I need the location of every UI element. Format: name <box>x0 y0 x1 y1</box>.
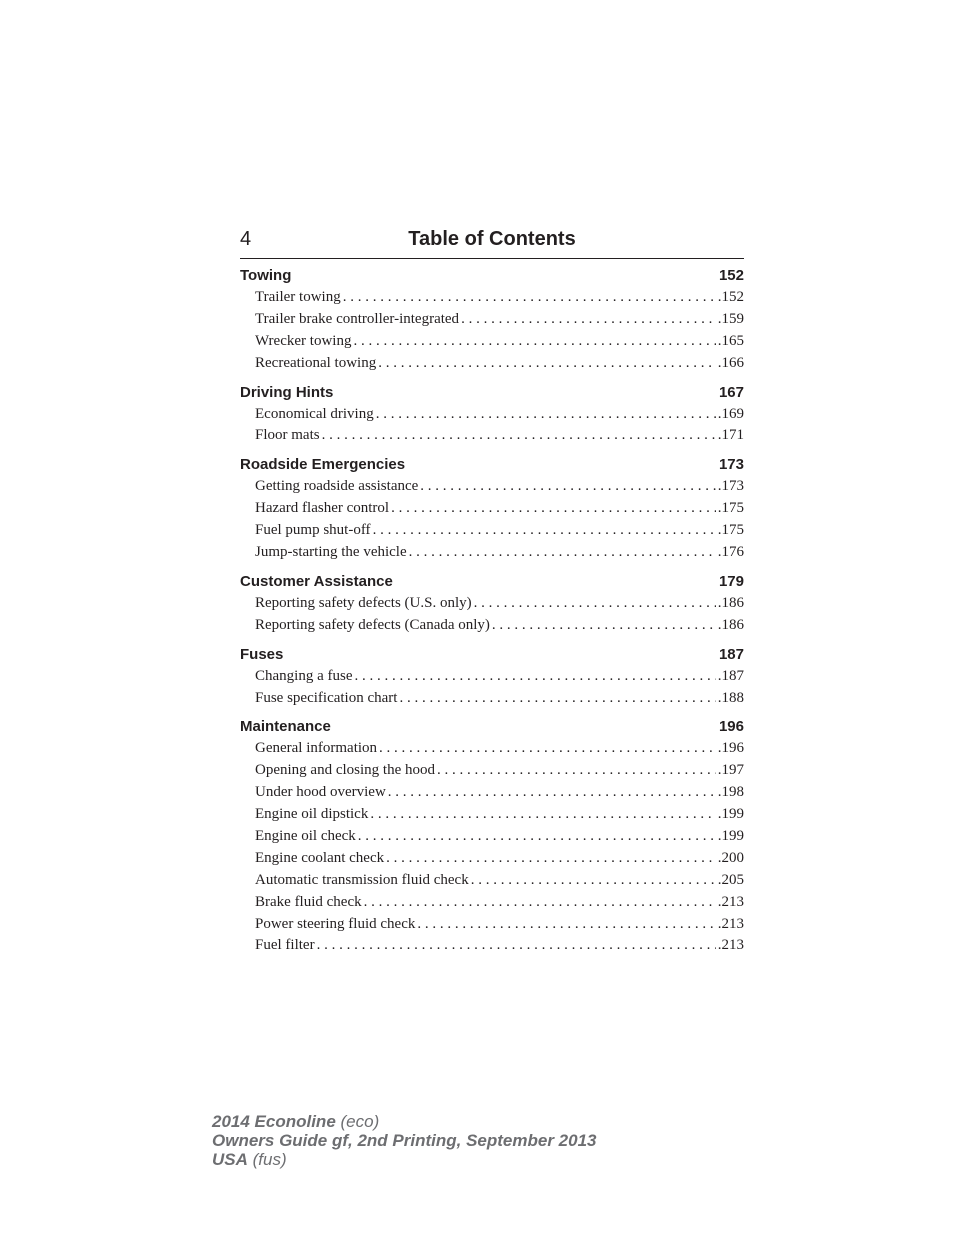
footer-line-guide <box>212 1131 596 1150</box>
entry-label: Opening and closing the hood <box>255 762 435 779</box>
toc-entry[interactable] <box>240 425 744 447</box>
footer-line-market <box>212 1150 596 1169</box>
toc-section <box>240 454 744 564</box>
dot-leader <box>378 353 716 375</box>
section-heading[interactable] <box>240 265 744 287</box>
entry-label: Trailer towing <box>255 289 341 305</box>
entry-label: Fuel pump shut-off <box>255 522 371 539</box>
toc-entry[interactable] <box>240 688 744 710</box>
entry-label: Jump-starting the vehicle <box>255 544 407 561</box>
entry-label: Wrecker towing <box>255 332 352 349</box>
entry-label: Trailer brake controller-integrated <box>255 310 460 327</box>
entry-page: .197 <box>717 762 744 779</box>
entry-page: .213 <box>717 915 744 932</box>
toc-entry[interactable] <box>240 826 744 848</box>
section-page: 187 <box>718 645 744 663</box>
section-heading[interactable] <box>240 571 744 593</box>
entry-label: Power steering fluid check <box>255 915 416 932</box>
dot-leader <box>420 476 715 498</box>
toc-section <box>240 644 744 710</box>
footer <box>212 1112 596 1169</box>
footer-line-model <box>212 1112 596 1131</box>
section-title: Fuses <box>240 645 284 663</box>
dot-leader <box>343 287 716 309</box>
dot-leader <box>322 425 716 447</box>
entry-label: Reporting safety defects (U.S. only) <box>255 594 472 611</box>
table-of-contents <box>240 265 744 964</box>
dot-leader <box>379 738 716 760</box>
entry-label: Brake fluid check <box>255 893 362 910</box>
toc-entry[interactable] <box>240 914 744 936</box>
entry-page: .199 <box>717 828 744 845</box>
toc-entry[interactable] <box>240 404 744 426</box>
dot-leader <box>358 826 716 848</box>
dot-leader <box>492 615 716 637</box>
toc-entry[interactable] <box>240 520 744 542</box>
dot-leader <box>437 760 716 782</box>
entry-label: Getting roadside assistance <box>255 478 419 495</box>
page-title: Table of Contents <box>408 228 576 250</box>
section-title: Driving Hints <box>240 383 334 401</box>
dot-leader <box>354 666 715 688</box>
entry-label: Changing a fuse <box>255 667 353 684</box>
page-number: 4 <box>240 228 252 250</box>
entry-page: .186 <box>717 594 744 611</box>
entry-label: Engine oil check <box>255 828 356 845</box>
dot-leader <box>376 404 716 426</box>
section-page: 152 <box>718 267 744 284</box>
toc-entry[interactable] <box>240 615 744 637</box>
footer-model-code: (eco) <box>340 1112 380 1131</box>
entry-label: Automatic transmission fluid check <box>255 871 469 888</box>
entry-page: .213 <box>717 893 744 910</box>
toc-entry[interactable] <box>240 848 744 870</box>
entry-page: .186 <box>717 616 744 633</box>
entry-page: .166 <box>717 354 744 371</box>
section-page: 167 <box>718 383 744 401</box>
entry-page: .198 <box>717 784 744 801</box>
section-title: Maintenance <box>240 718 331 736</box>
dot-leader <box>370 804 715 826</box>
section-title: Customer Assistance <box>240 572 393 590</box>
entry-label: Engine oil dipstick <box>255 806 369 823</box>
toc-section <box>240 265 744 375</box>
entry-label: Fuel filter <box>255 937 315 954</box>
dot-leader <box>373 520 716 542</box>
entry-label: Reporting safety defects (Canada only) <box>255 616 490 633</box>
toc-entry[interactable] <box>240 666 744 688</box>
section-heading[interactable] <box>240 382 744 404</box>
entry-label: Economical driving <box>255 405 374 422</box>
entry-label: Engine coolant check <box>255 849 385 866</box>
entry-label: Recreational towing <box>255 354 377 371</box>
entry-page: .173 <box>717 478 744 495</box>
toc-entry[interactable] <box>240 782 744 804</box>
entry-label: Hazard flasher control <box>255 500 390 517</box>
entry-label: General information <box>255 740 378 757</box>
section-heading[interactable] <box>240 644 744 666</box>
dot-leader <box>388 782 716 804</box>
footer-market-code: (fus) <box>252 1150 287 1169</box>
entry-label: Under hood overview <box>255 784 386 801</box>
section-page: 179 <box>718 572 744 590</box>
dot-leader <box>399 688 715 710</box>
toc-entry[interactable] <box>240 804 744 826</box>
dot-leader <box>471 870 716 892</box>
dot-leader <box>317 935 716 957</box>
toc-entry[interactable] <box>240 476 744 498</box>
toc-section <box>240 571 744 637</box>
toc-entry[interactable] <box>240 331 744 353</box>
entry-page: .205 <box>717 871 744 888</box>
toc-entry[interactable] <box>240 593 744 615</box>
entry-page: .175 <box>717 500 744 517</box>
dot-leader <box>364 892 716 914</box>
entry-page: .175 <box>717 522 744 539</box>
entry-page: .200 <box>717 849 744 866</box>
entry-label: Floor mats <box>255 427 320 444</box>
toc-entry[interactable] <box>240 287 744 309</box>
toc-entry[interactable] <box>240 935 744 957</box>
entry-page: .199 <box>717 806 744 823</box>
toc-section <box>240 382 744 448</box>
toc-entry[interactable] <box>240 760 744 782</box>
toc-entry[interactable] <box>240 738 744 760</box>
entry-page: .213 <box>717 937 744 954</box>
toc-entry[interactable] <box>240 353 744 375</box>
dot-leader <box>391 498 716 520</box>
footer-guide-info: Owners Guide gf, 2nd Printing, September 2013 <box>212 1131 597 1150</box>
entry-page: .188 <box>717 689 744 706</box>
entry-page: .165 <box>717 332 744 349</box>
toc-entry[interactable] <box>240 892 744 914</box>
section-page: 173 <box>718 456 744 474</box>
dot-leader <box>461 309 716 331</box>
entry-page: .171 <box>717 427 744 444</box>
dot-leader <box>417 914 715 936</box>
section-title: Towing <box>240 267 292 284</box>
entry-page: .152 <box>717 289 744 305</box>
entry-page: .159 <box>717 310 744 327</box>
section-heading[interactable] <box>240 716 744 738</box>
entry-page: .187 <box>717 667 744 684</box>
entry-label: Fuse specification chart <box>255 689 398 706</box>
toc-entry[interactable] <box>240 542 744 564</box>
toc-section <box>240 716 744 957</box>
entry-page: .169 <box>717 405 744 422</box>
section-page: 196 <box>718 718 744 736</box>
page-header <box>240 228 744 259</box>
dot-leader <box>474 593 716 615</box>
section-heading[interactable] <box>240 454 744 476</box>
toc-entry[interactable] <box>240 309 744 331</box>
dot-leader <box>386 848 716 870</box>
dot-leader <box>409 542 716 564</box>
toc-entry[interactable] <box>240 870 744 892</box>
dot-leader <box>353 331 715 353</box>
entry-page: .176 <box>717 544 744 561</box>
footer-model-name: 2014 Econoline <box>212 1112 336 1131</box>
toc-entry[interactable] <box>240 498 744 520</box>
entry-page: .196 <box>717 740 744 757</box>
section-title: Roadside Emergencies <box>240 456 406 474</box>
footer-market: USA <box>212 1150 248 1169</box>
